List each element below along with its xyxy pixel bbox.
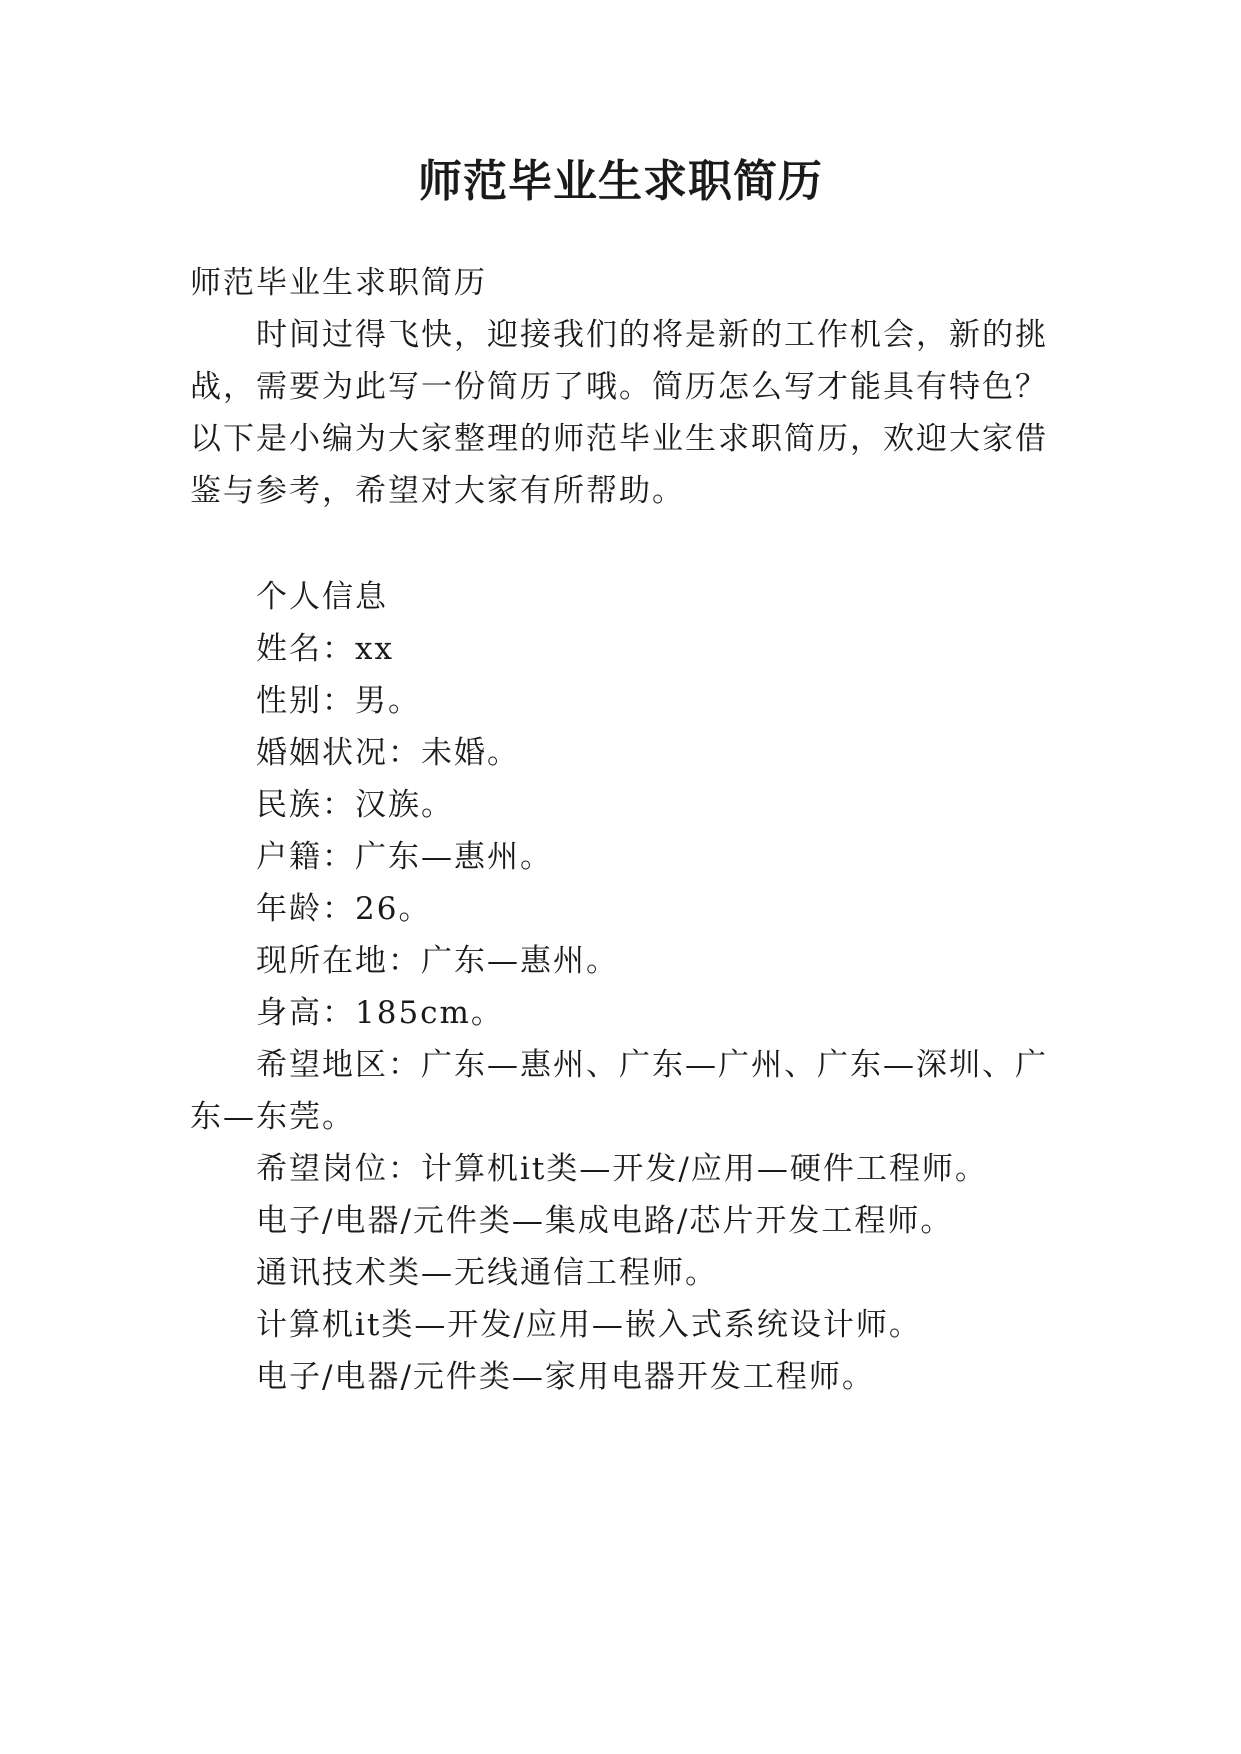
section-heading: 个人信息	[256, 579, 388, 615]
document-subtitle: 师范毕业生求职简历	[190, 265, 487, 301]
info-line: 东—东莞。	[190, 1099, 355, 1135]
info-line: 希望岗位：计算机it类—开发/应用—硬件工程师。	[256, 1151, 988, 1187]
info-line: 性别：男。	[256, 683, 421, 719]
info-line: 身高：185cm。	[256, 995, 504, 1031]
info-line: 姓名：xx	[256, 631, 394, 667]
info-line: 民族：汉族。	[256, 787, 454, 823]
intro-line: 以下是小编为大家整理的师范毕业生求职简历，欢迎大家借	[190, 421, 1048, 457]
intro-line: 鉴与参考，希望对大家有所帮助。	[190, 473, 685, 509]
info-line: 年龄：26。	[256, 891, 432, 927]
info-line: 电子/电器/元件类—集成电路/芯片开发工程师。	[256, 1203, 954, 1239]
intro-line: 时间过得飞快，迎接我们的将是新的工作机会，新的挑	[256, 317, 1048, 353]
info-line: 婚姻状况：未婚。	[256, 735, 520, 771]
info-line: 户籍：广东—惠州。	[256, 839, 553, 875]
info-line: 现所在地：广东—惠州。	[256, 943, 619, 979]
info-line: 电子/电器/元件类—家用电器开发工程师。	[256, 1359, 875, 1395]
info-line: 希望地区：广东—惠州、广东—广州、广东—深圳、广	[256, 1047, 1048, 1083]
document-title: 师范毕业生求职简历	[418, 156, 823, 207]
intro-line: 战，需要为此写一份简历了哦。简历怎么写才能具有特色？	[190, 369, 1048, 405]
info-line: 计算机it类—开发/应用—嵌入式系统设计师。	[256, 1307, 922, 1343]
info-line: 通讯技术类—无线通信工程师。	[256, 1255, 718, 1291]
